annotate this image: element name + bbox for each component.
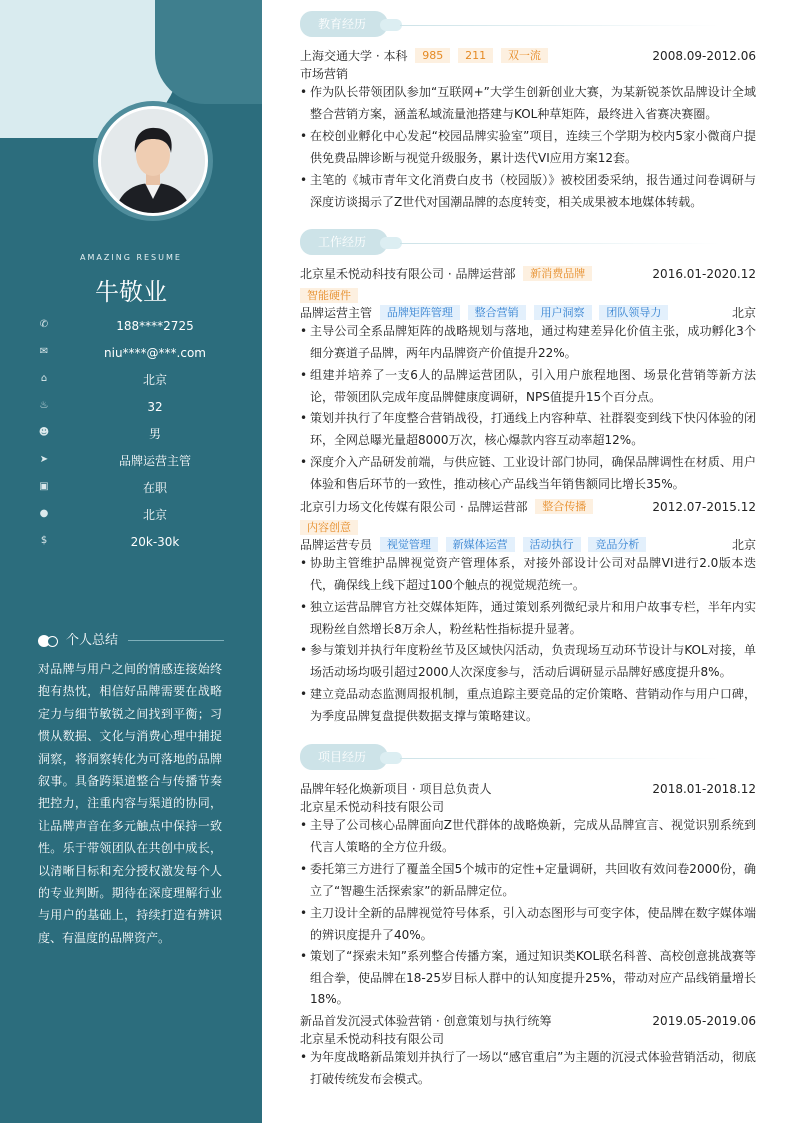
work-heading — [300, 229, 756, 257]
list-item: • 主笔的《城市青年文化消费白皮书（校园版）》被校团委采纳，报告通过问卷调研与深度访谈揭示了Z世代对国潮品牌的态度转变，相关成果被本地媒体转载。 — [300, 173, 756, 209]
job-header — [300, 265, 756, 283]
skill-tag: 活动执行 — [523, 537, 581, 552]
list-item: • 深度介入产品研发前端，与供应链、工业设计部门协同，确保品牌调性在材质、用户体验和售后环节的一致性，推动核心产品线当年销售额同比增长35%。 — [300, 455, 756, 491]
summary-heading — [38, 632, 224, 650]
summary-title: 个人总结 — [66, 633, 119, 648]
job-city: 北京 — [731, 306, 756, 320]
position: 品牌运营专员 — [300, 538, 373, 552]
tag: 新消费品牌 — [523, 266, 592, 281]
list-item: • 协助主管维护品牌视觉资产管理体系，对接外部设计公司对品牌VI进行2.0版本迭代，确保线上线下超过100个触点的视觉规范统一。 — [300, 556, 756, 592]
education-row — [300, 47, 756, 65]
job-city: 北京 — [731, 538, 756, 552]
mail-icon: ✉ — [39, 346, 49, 357]
target-job-row — [38, 453, 238, 469]
email-value: niu****@***.com — [104, 346, 206, 360]
sidebar — [0, 0, 262, 1123]
list-item: • 组建并培养了一支6人的品牌运营团队，引入用户旅程地图、场景化营销等新方法论，带领团队完成年度品牌健康度调研，NPS值提升15个百分点。 — [300, 368, 756, 404]
send-icon: ➤ — [39, 454, 49, 465]
skill-tag: 新媒体运营 — [446, 537, 515, 552]
tag: 内容创意 — [300, 520, 358, 535]
divider — [128, 640, 224, 641]
list-item: • 作为队长带领团队参加“互联网+”大学生创新创业大赛，为某新锐茶饮品牌设计全域整合营销方案，涵盖私域流量池搭建与KOL种草矩阵，最终进入省赛决赛圈。 — [300, 85, 756, 121]
major: 市场营销 — [300, 67, 349, 81]
hometown-row — [38, 372, 238, 388]
target-job-value: 品牌运营主管 — [118, 454, 191, 468]
city-row — [38, 507, 238, 523]
project-header — [300, 780, 756, 798]
projects-title: 项目经历 — [318, 750, 367, 764]
project-org: 北京星禾悦动科技有限公司 — [300, 1032, 445, 1046]
job-date: 2012.07-2015.12 — [652, 500, 756, 514]
phone-row — [38, 318, 238, 334]
sidebar-decoration — [155, 0, 262, 104]
salary-row — [38, 534, 238, 550]
projects-heading — [300, 744, 756, 772]
summary-text: 对品牌与用户之间的情感连接始终抱有热忱，相信好品牌需要在战略定力与细节敏锐之间找到平衡；习惯从数据、文化与消费心理中捕捉洞察，将洞察转化为可落地的品牌叙事。具备跨渠道整合与传播节奏把控力，注重内容与渠道的协同，让品牌声音在多元触点中保持一致性。乐于带领团队在共创中成长，以清晰目标和充分授权激发每个人的专业判断。期待在深度理解行业与用户的基础上，持续打造有辨识度、有温度的品牌资产。 — [38, 662, 222, 945]
list-item: • 建立竞品动态监测周报机制，重点追踪主要竞品的定价策略、营销动作与用户口碑，为季度品牌复盘提供数据支撑与策略建议。 — [300, 687, 756, 723]
tag: 985 — [415, 48, 450, 63]
briefcase-icon: ▣ — [39, 481, 49, 492]
email-row — [38, 345, 238, 361]
salary-value: 20k-30k — [130, 535, 180, 549]
gender-value: 男 — [148, 427, 161, 441]
skill-tag: 竞品分析 — [588, 537, 646, 552]
job-position-row — [300, 536, 756, 554]
job-position-row — [300, 304, 756, 322]
list-item: • 参与策划并执行年度粉丝节及区域快闪活动，负责现场互动环节设计与KOL对接，单场活动场均吸引超过2000人次深度参与，活动后调研显示品牌好感度提升8%。 — [300, 643, 756, 679]
home-icon: ⌂ — [40, 373, 48, 384]
job-tag-row — [296, 519, 752, 537]
money-icon: $ — [40, 535, 48, 546]
list-item: • 策划并执行了年度整合营销战役，打通线上内容种草、社群裂变到线下快闪体验的闭环，全网总曝光量超8000万次，核心爆款内容互动率超12%。 — [300, 411, 756, 447]
list-item: • 主导了公司核心品牌面向Z世代群体的战略焕新，完成从品牌宣言、视觉识别系统到代言人策略的全方位升级。 — [300, 818, 756, 854]
job-tag-row — [296, 287, 752, 305]
skill-tag: 品牌矩阵管理 — [380, 305, 460, 320]
skill-tag: 用户洞察 — [534, 305, 592, 320]
list-item: • 在校创业孵化中心发起“校园品牌实验室”项目，连续三个学期为校内5家小微商户提供免费品牌诊断与视觉升级服务，累计迭代VI应用方案12套。 — [300, 129, 756, 165]
phone-icon: ✆ — [39, 319, 49, 330]
list-item: • 为年度战略新品策划并执行了一场以“感官重启”为主题的沉浸式体验营销活动，彻底打破传统发布会模式。 — [300, 1050, 756, 1086]
job-header — [300, 498, 756, 516]
tag: 双一流 — [501, 48, 548, 63]
project-name: 新品首发沉浸式体验营销 · 创意策划与执行统筹 — [300, 1014, 552, 1028]
company-name: 北京引力场文化传媒有限公司 · 品牌运营部 — [300, 500, 528, 514]
phone-value: 188****2725 — [116, 319, 194, 333]
work-title: 工作经历 — [318, 235, 367, 249]
list-item: • 主导公司全系品牌矩阵的战略规划与落地，通过构建差异化价值主张，成功孵化3个细分赛道子品牌，两年内品牌资产价值提升22%。 — [300, 324, 756, 360]
project-header — [300, 1012, 756, 1030]
skill-tag: 整合营销 — [468, 305, 526, 320]
tag: 智能硬件 — [300, 288, 358, 303]
list-item: • 独立运营品牌官方社交媒体矩阵，通过策划系列微纪录片和用户故事专栏，半年内实现粉丝自然增长8万余人，粉丝粘性指标提升显著。 — [300, 600, 756, 636]
candidate-name: 牛敬业 — [95, 278, 167, 306]
skill-tag: 视觉管理 — [380, 537, 438, 552]
education-title: 教育经历 — [318, 17, 367, 31]
project-name: 品牌年轻化焕新项目 · 项目总负责人 — [300, 782, 492, 796]
gender-row — [38, 426, 238, 442]
status-row — [38, 480, 238, 496]
city-value: 北京 — [142, 508, 167, 522]
position: 品牌运营主管 — [300, 306, 373, 320]
avatar — [98, 106, 208, 216]
skill-tag: 团队领导力 — [599, 305, 668, 320]
tag: 整合传播 — [535, 499, 593, 514]
education-date: 2008.09-2012.06 — [652, 49, 756, 63]
age-row — [38, 399, 238, 415]
education-heading — [300, 11, 756, 39]
project-date: 2018.01-2018.12 — [652, 782, 756, 796]
age-value: 32 — [147, 400, 163, 414]
school-name: 上海交通大学 · 本科 — [300, 49, 408, 63]
tag: 211 — [458, 48, 493, 63]
job-date: 2016.01-2020.12 — [652, 267, 756, 281]
cake-icon: ♨ — [39, 400, 49, 411]
resume-tagline: AMAZING RESUME — [80, 253, 182, 262]
gender-icon: ☻ — [38, 427, 50, 438]
person-photo-icon — [101, 109, 205, 213]
list-item: • 主刀设计全新的品牌视觉符号体系，引入动态图形与可变字体，使品牌在数字媒体端的辨识度提升了40%。 — [300, 906, 756, 942]
list-item: • 委托第三方进行了覆盖全国5个城市的定性+定量调研，共回收有效问卷2000份，确立了“智趣生活探索家”的新品牌定位。 — [300, 862, 756, 898]
hometown-value: 北京 — [142, 373, 167, 387]
location-icon: ● — [39, 508, 49, 519]
project-date: 2019.05-2019.06 — [652, 1014, 756, 1028]
project-org: 北京星禾悦动科技有限公司 — [300, 800, 445, 814]
company-name: 北京星禾悦动科技有限公司 · 品牌运营部 — [300, 267, 516, 281]
status-value: 在职 — [142, 481, 167, 495]
list-item: • 策划了“探索未知”系列整合传播方案，通过知识类KOL联名科普、高校创意挑战赛等组合拳，使品牌在18-25岁目标人群中的认知度提升25%，带动对应产品线销量增长18%。 — [300, 949, 756, 1006]
